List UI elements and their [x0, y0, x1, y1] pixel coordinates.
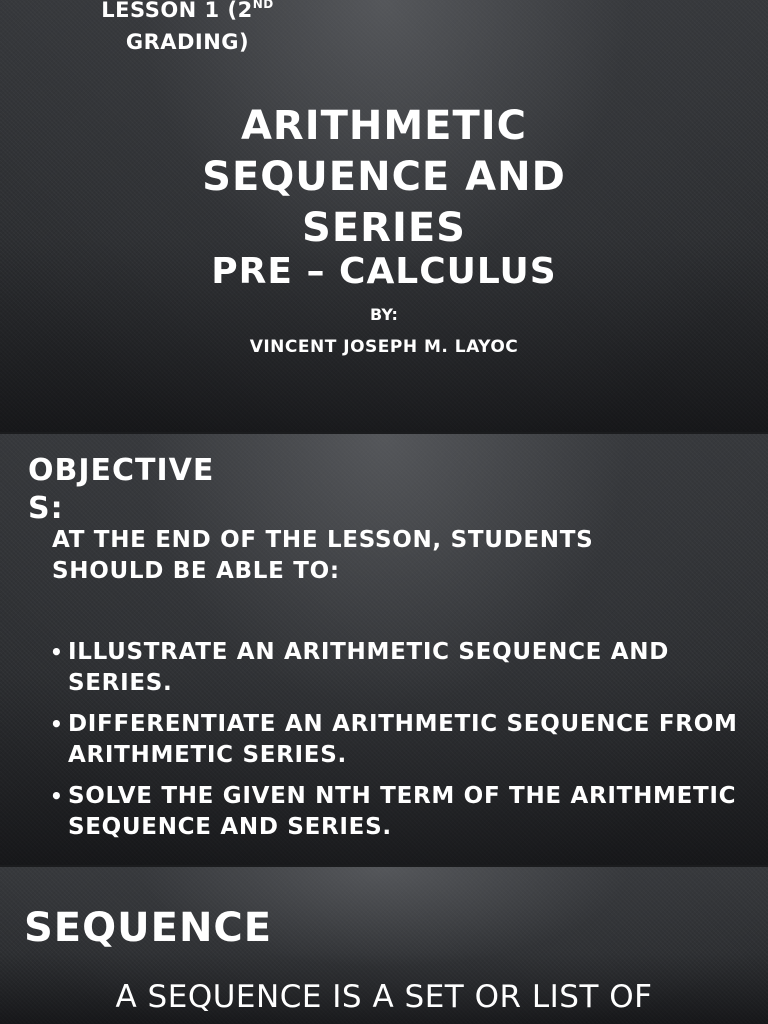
presentation-title: ARITHMETIC SEQUENCE AND SERIES — [202, 103, 566, 251]
lesson-label-text: LESSON 1 (2 — [101, 0, 253, 22]
objectives-list — [50, 637, 740, 853]
lesson-label-grading: GRADING) — [125, 30, 250, 54]
sequence-definition: A SEQUENCE IS A SET OR LIST OF — [115, 979, 653, 1015]
lesson-label-superscript: ND — [252, 0, 274, 11]
by-label: BY: — [370, 305, 398, 324]
objectives-slide — [0, 434, 768, 865]
list-item — [50, 637, 740, 699]
sequence-heading: SEQUENCE — [24, 905, 273, 951]
subject-subtitle: PRE – CALCULUS — [211, 251, 557, 292]
objectives-intro: AT THE END OF THE LESSON, STUDENTS SHOULD BE ABLE TO: — [52, 527, 594, 584]
title-slide — [0, 0, 768, 432]
list-item — [50, 781, 740, 843]
objective-text: SOLVE THE GIVEN NTH TERM OF THE ARITHMETIC SEQUENCE AND SERIES. — [68, 783, 737, 840]
list-item — [50, 709, 740, 771]
bullet-icon: • — [50, 640, 64, 664]
sequence-slide — [0, 867, 768, 1024]
bullet-icon: • — [50, 712, 64, 736]
author-name: VINCENT JOSEPH M. LAYOC — [249, 337, 519, 357]
objective-text: ILLUSTRATE AN ARITHMETIC SEQUENCE AND SERIES. — [68, 639, 670, 696]
objectives-heading: OBJECTIVES: — [28, 453, 215, 526]
lesson-label — [80, 0, 295, 58]
objective-text: DIFFERENTIATE AN ARITHMETIC SEQUENCE FROM ARITHMETIC SERIES. — [68, 711, 738, 768]
bullet-icon: • — [50, 784, 64, 808]
